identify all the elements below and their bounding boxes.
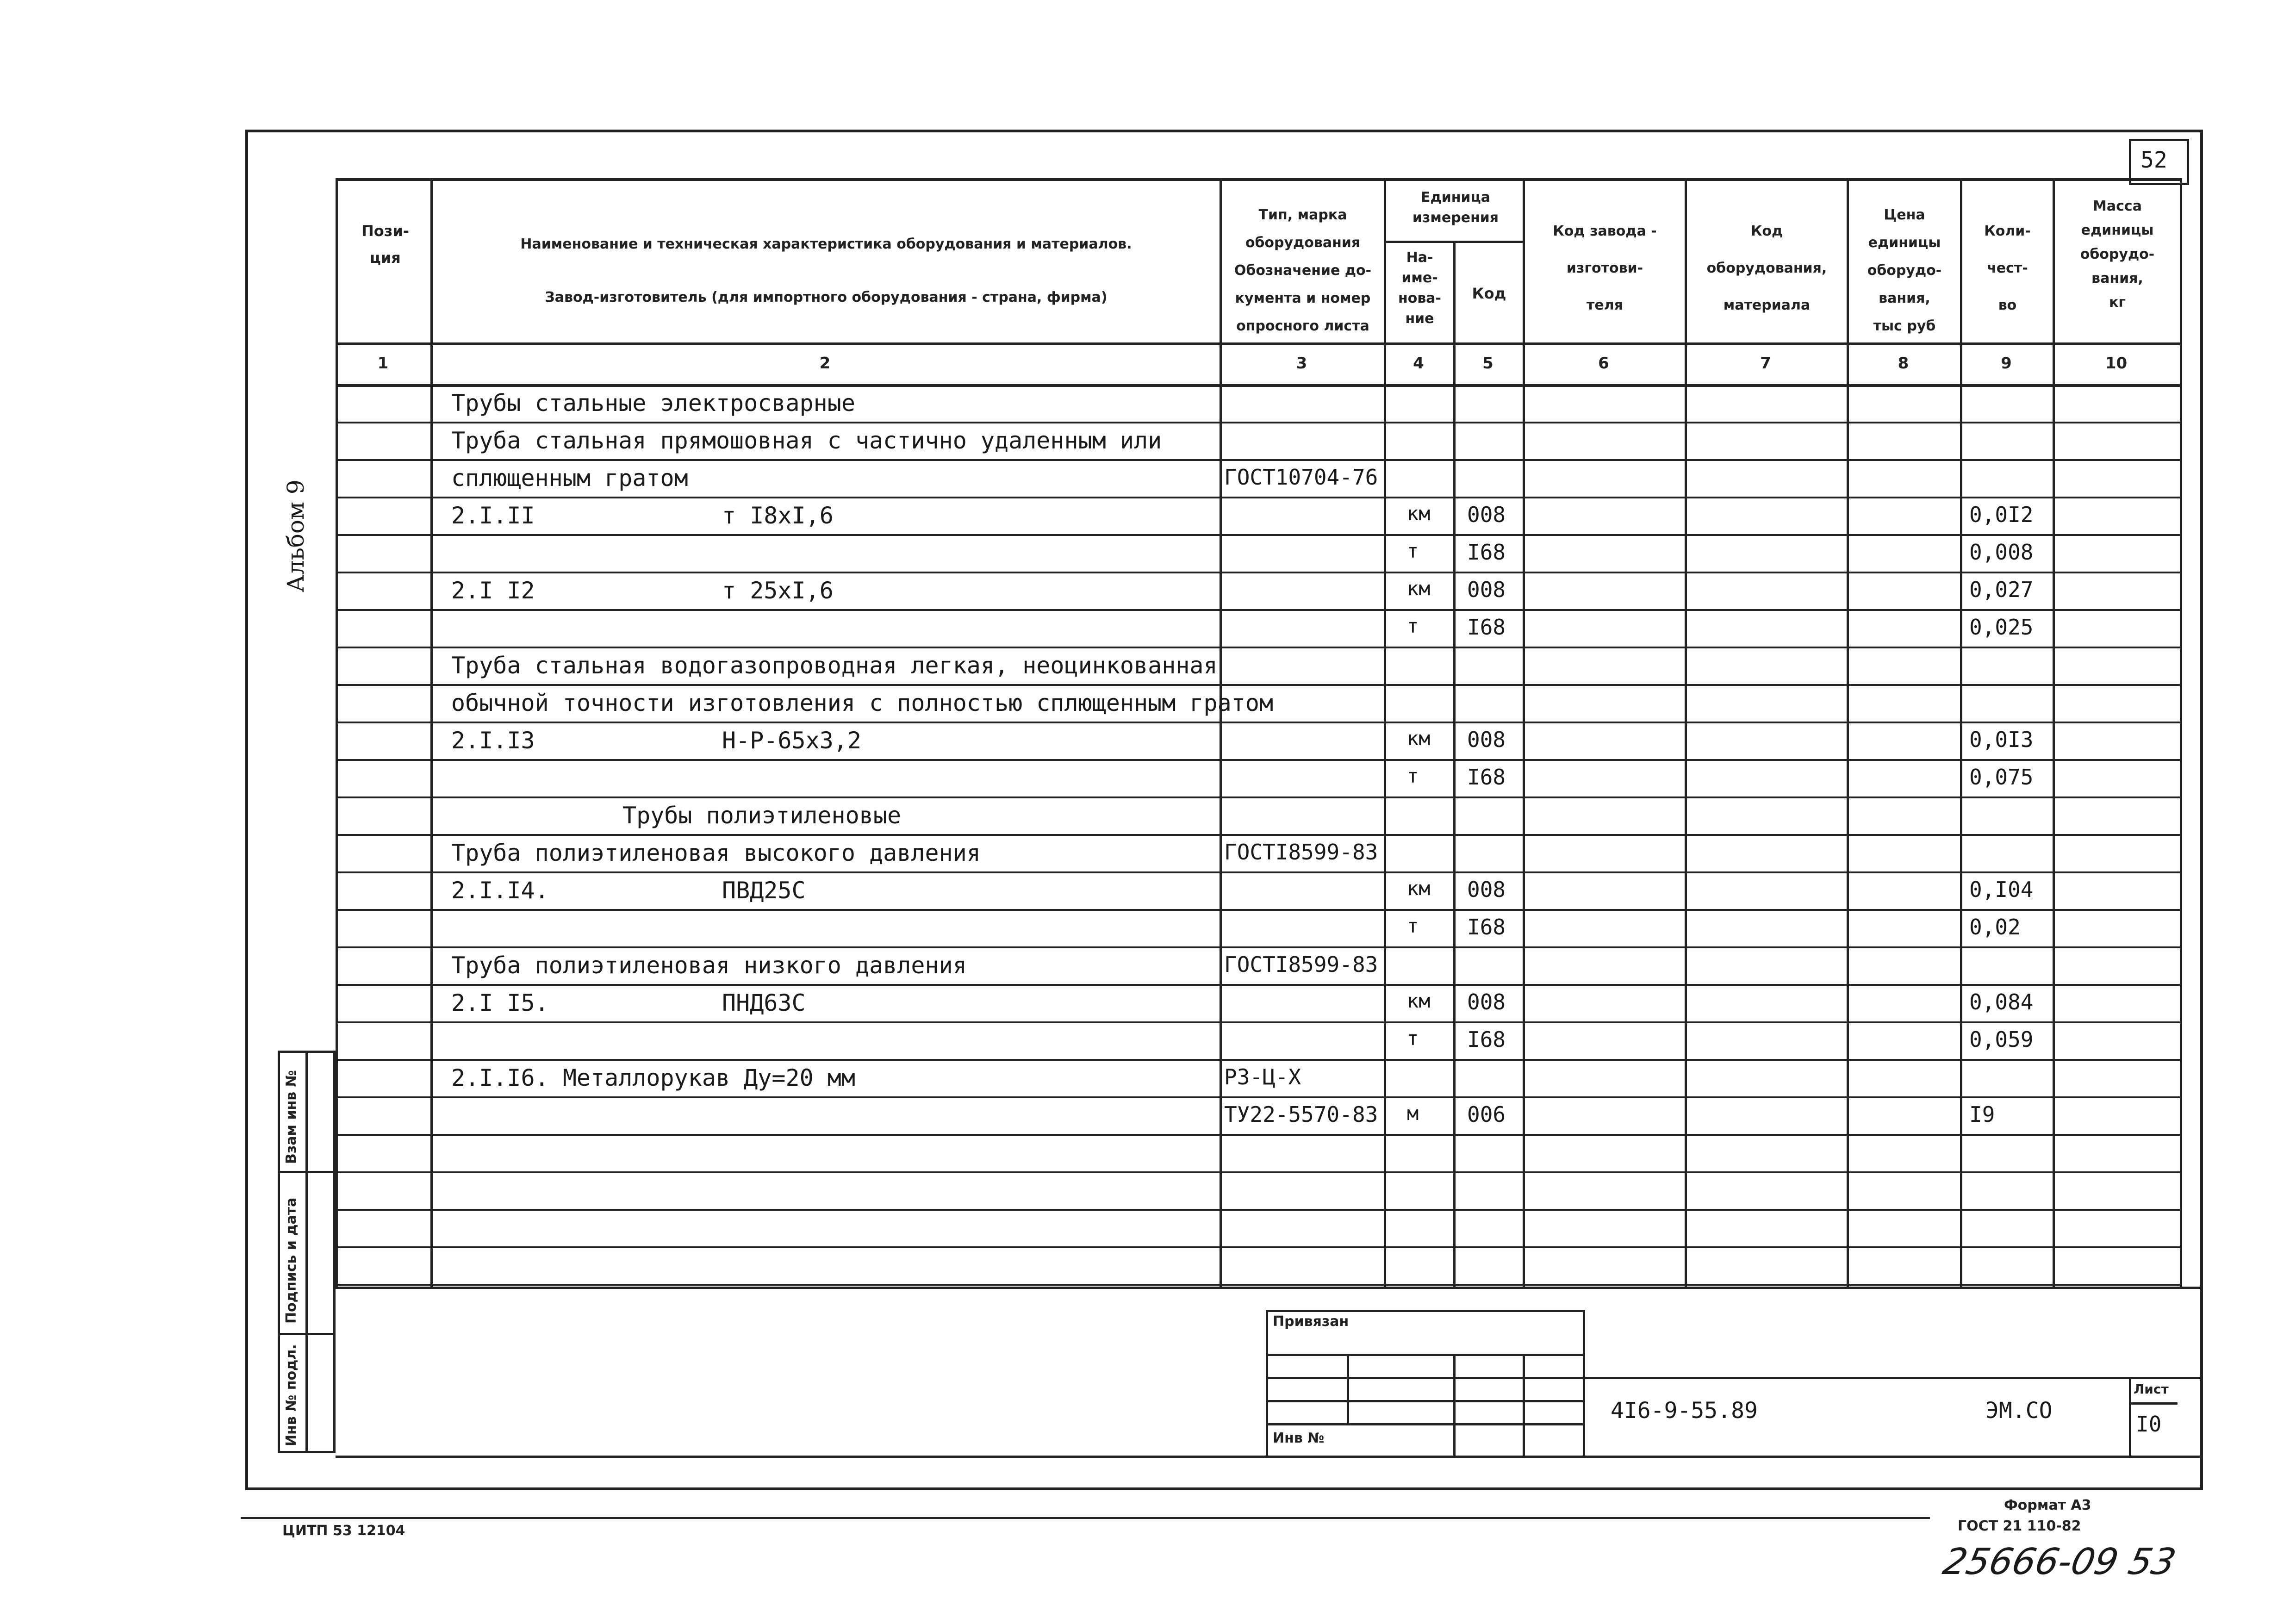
row-name: Труба полиэтиленовая высокого давления bbox=[451, 840, 981, 866]
row-quantity: 0,084 bbox=[1969, 989, 2034, 1014]
header-unit: Единица измерения bbox=[1412, 189, 1499, 226]
grid-line bbox=[1523, 178, 1525, 1287]
grid-line bbox=[336, 534, 2182, 536]
header-quantity: Коли- чест- во bbox=[1984, 223, 2031, 313]
row-unit-code: I68 bbox=[1467, 615, 1506, 640]
header-name: Наименование и техническая характеристика оборудования и материалов. Завод-изготовитель (для импортного оборудования - страна, фирма) bbox=[520, 236, 1132, 305]
handwritten-number: 25666-09 53 bbox=[1939, 1541, 2180, 1583]
row-unit: т bbox=[1407, 615, 1419, 637]
doc-mark: ЭМ.СО bbox=[1985, 1398, 2053, 1424]
grid-line bbox=[336, 1284, 2182, 1286]
row-designation: Н-Р-65x3,2 bbox=[722, 727, 862, 754]
grid-line bbox=[336, 759, 2182, 761]
side-stamp-vzam: Взам инв № bbox=[283, 1070, 299, 1164]
sheet-number: I0 bbox=[2136, 1412, 2162, 1437]
row-unit-code: 008 bbox=[1467, 877, 1506, 902]
row-quantity: 0,0I2 bbox=[1969, 502, 2034, 527]
row-quantity: 0,0I3 bbox=[1969, 727, 2034, 752]
grid-line bbox=[336, 572, 2182, 573]
row-unit: т bbox=[1407, 1027, 1419, 1050]
row-designation: ПНД63С bbox=[722, 989, 806, 1016]
grid-line bbox=[336, 497, 2182, 498]
cipt-label: ЦИТП 53 12104 bbox=[282, 1523, 405, 1539]
row-unit-code: 008 bbox=[1467, 502, 1506, 527]
row-unit: км bbox=[1407, 877, 1431, 900]
column-number-5: 5 bbox=[1482, 354, 1493, 373]
grid-line bbox=[336, 178, 338, 1287]
row-quantity: 0,075 bbox=[1969, 765, 2034, 790]
row-quantity: 0,027 bbox=[1969, 577, 2034, 602]
gost-label: ГОСТ 21 110-82 bbox=[1958, 1518, 2081, 1534]
grid-line bbox=[2053, 178, 2055, 1287]
row-unit-code: 006 bbox=[1467, 1102, 1506, 1127]
column-number-6: 6 bbox=[1598, 354, 1609, 373]
row-name: обычной точности изготовления с полностью сплющенным гратом bbox=[451, 690, 1274, 716]
grid-line bbox=[336, 984, 2182, 986]
footer-rule bbox=[241, 1517, 1930, 1519]
row-quantity: 0,059 bbox=[1969, 1027, 2034, 1052]
privyazan-label: Привязан bbox=[1273, 1313, 1349, 1330]
row-unit: км bbox=[1407, 727, 1431, 750]
row-name: 2.I I2 bbox=[451, 577, 535, 604]
row-quantity: 0,025 bbox=[1969, 615, 2034, 640]
grid-line bbox=[2180, 178, 2182, 1287]
grid-line bbox=[336, 722, 2182, 723]
row-name: Труба стальная прямошовная с частично удаленным или bbox=[451, 427, 1162, 454]
row-name: Трубы стальные электросварные bbox=[451, 390, 855, 417]
column-number-1: 1 bbox=[377, 354, 389, 373]
grid-line bbox=[336, 1096, 2182, 1098]
grid-line bbox=[1220, 178, 1222, 1287]
grid-line bbox=[336, 178, 2182, 181]
grid-line bbox=[336, 1209, 2182, 1211]
sheet-label: Лист bbox=[2134, 1381, 2169, 1397]
row-document: РЗ-Ц-Х bbox=[1224, 1064, 1301, 1089]
row-name: Трубы полиэтиленовые bbox=[622, 802, 902, 829]
grid-line bbox=[336, 647, 2182, 648]
column-number-3: 3 bbox=[1296, 354, 1307, 373]
row-quantity: I9 bbox=[1969, 1102, 1995, 1127]
row-name: 2.I.II bbox=[451, 502, 535, 529]
column-number-2: 2 bbox=[819, 354, 831, 373]
row-quantity: 0,02 bbox=[1969, 915, 2021, 940]
row-designation: ПВД25С bbox=[722, 877, 806, 904]
header-type: Тип, марка оборудования Обозначение до- кумента и номер опросного листа bbox=[1234, 207, 1372, 334]
header-manufacturer-code: Код завода - изготови- теля bbox=[1553, 223, 1657, 313]
grid-line bbox=[336, 871, 2182, 873]
column-number-7: 7 bbox=[1760, 354, 1771, 373]
grid-line bbox=[336, 459, 2182, 461]
header-price: Цена единицы оборудо- вания, тыс руб bbox=[1867, 207, 1942, 334]
row-designation: т 25xI,6 bbox=[722, 577, 834, 604]
row-unit: т bbox=[1407, 915, 1419, 937]
row-unit: км bbox=[1407, 502, 1431, 525]
doc-code: 4I6-9-55.89 bbox=[1611, 1398, 1758, 1424]
grid-line bbox=[336, 946, 2182, 948]
header-position: Пози- ция bbox=[361, 222, 410, 267]
grid-line bbox=[336, 1059, 2182, 1061]
side-stamp-inv-podl: Инв № подл. bbox=[283, 1344, 299, 1446]
grid-line bbox=[336, 909, 2182, 911]
grid-line bbox=[336, 834, 2182, 836]
grid-line bbox=[430, 178, 433, 1287]
header-equipment-code: Код оборудования, материала bbox=[1706, 223, 1827, 313]
row-unit-code: I68 bbox=[1467, 765, 1506, 790]
row-name: сплющенным гратом bbox=[451, 465, 688, 492]
row-unit-code: I68 bbox=[1467, 540, 1506, 565]
page-number: 52 bbox=[2140, 147, 2167, 173]
row-unit-code: I68 bbox=[1467, 1027, 1506, 1052]
row-quantity: 0,008 bbox=[1969, 540, 2034, 565]
column-number-4: 4 bbox=[1413, 354, 1424, 373]
grid-line bbox=[336, 1021, 2182, 1023]
grid-line bbox=[1685, 178, 1687, 1287]
row-name: 2.I.I6. Металлорукав Ду=20 мм bbox=[451, 1064, 855, 1091]
grid-line bbox=[1960, 178, 1962, 1287]
row-name: 2.I I5. bbox=[451, 989, 549, 1016]
header-mass: Масса единицы оборудо- вания, кг bbox=[2080, 198, 2155, 311]
row-name: Труба полиэтиленовая низкого давления bbox=[451, 952, 967, 979]
row-unit-code: 008 bbox=[1467, 989, 1506, 1014]
grid-line bbox=[1847, 178, 1849, 1287]
row-unit-code: I68 bbox=[1467, 915, 1506, 940]
grid-line bbox=[336, 684, 2182, 686]
row-unit: т bbox=[1407, 765, 1419, 787]
row-name: 2.I.I4. bbox=[451, 877, 549, 904]
grid-line bbox=[336, 422, 2182, 423]
row-name: Труба стальная водогазопроводная легкая, неоцинкованная bbox=[451, 652, 1218, 679]
grid-line bbox=[336, 1246, 2182, 1248]
row-unit: км bbox=[1407, 577, 1431, 600]
grid-line bbox=[336, 609, 2182, 611]
grid-line bbox=[1384, 178, 1386, 1287]
row-unit: т bbox=[1407, 540, 1419, 562]
grid-line bbox=[336, 384, 2182, 387]
column-number-9: 9 bbox=[2001, 354, 2012, 373]
row-document: ГОСТI8599-83 bbox=[1224, 952, 1378, 977]
header-unit-name: На- име- нова- ние bbox=[1398, 249, 1442, 327]
column-number-8: 8 bbox=[1898, 354, 1909, 373]
row-document: ТУ22-5570-83 bbox=[1224, 1102, 1378, 1127]
side-album-text: Альбом 9 bbox=[282, 479, 309, 592]
row-quantity: 0,I04 bbox=[1969, 877, 2034, 902]
inv-label: Инв № bbox=[1273, 1430, 1325, 1446]
column-number-10: 10 bbox=[2105, 354, 2128, 373]
row-unit-code: 008 bbox=[1467, 727, 1506, 752]
row-document: ГОСТI8599-83 bbox=[1224, 840, 1378, 865]
row-name: 2.I.I3 bbox=[451, 727, 535, 754]
grid-line bbox=[336, 1134, 2182, 1136]
row-document: ГОСТ10704-76 bbox=[1224, 465, 1378, 490]
row-designation: т I8xI,6 bbox=[722, 502, 834, 529]
grid-line bbox=[1453, 241, 1456, 1287]
format-label: Формат А3 bbox=[2004, 1497, 2091, 1513]
side-stamp-podpis: Подпись и дата bbox=[283, 1197, 299, 1324]
grid-line bbox=[336, 796, 2182, 798]
row-unit: м bbox=[1407, 1102, 1419, 1125]
header-unit-code: Код bbox=[1472, 285, 1506, 302]
row-unit-code: 008 bbox=[1467, 577, 1506, 602]
grid-line bbox=[336, 1171, 2182, 1173]
row-unit: км bbox=[1407, 989, 1431, 1012]
grid-line bbox=[336, 342, 2182, 345]
